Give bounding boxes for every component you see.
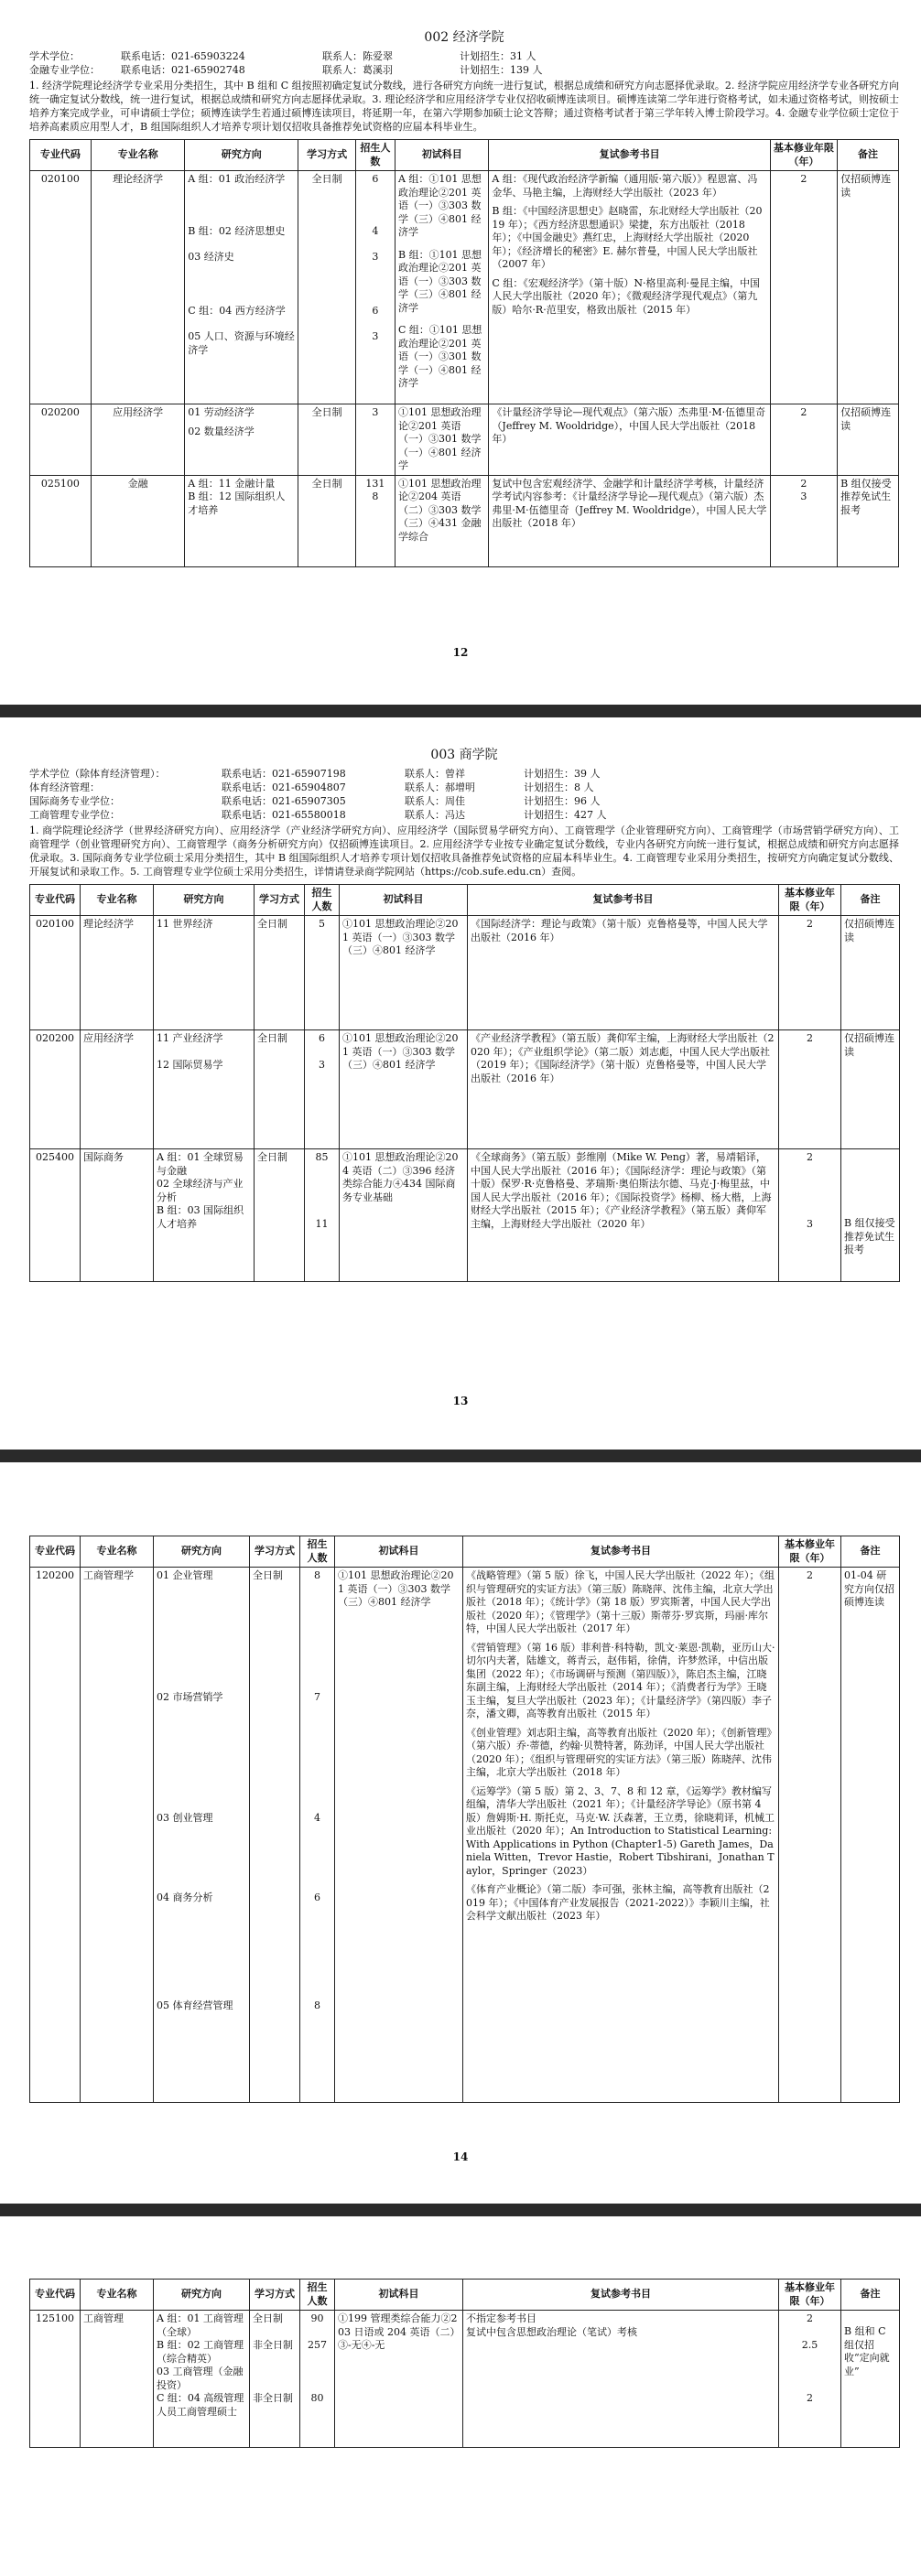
study-years: 3 [800,490,807,502]
header-years: 基本修业年限（年） [779,1536,841,1568]
program-code: 120200 [30,1568,81,2103]
book-group: 《创业管理》刘志阳主编，高等教育出版社（2020 年）；《创新管理》（第六版）乔·蒂德，约翰·贝赞特著，陈劲译，中国人民大学出版社（2020 年）；《组织与管理研究的实证方法》（第三版）陈晓萍、沈伟主编，北京大学出版社（2018 年） [466,1726,772,1778]
direction-item: 05 人口、资源与环境经济学 [188,330,295,356]
exam-group: C 组：①101 思想政治理论②201 英语（一）③301 数学（一）④801 经济学 [397,324,482,389]
table-row [30,475,899,566]
quota-cell [300,1568,335,2103]
reference-books [463,1568,779,2103]
direction-item: 02 全球经济与产业分析 [157,1178,244,1203]
header-direction: 研究方向 [154,2280,250,2311]
study-mode: 非全日制 [253,2338,293,2351]
contact-plan: 计划招生：31 人 [460,50,536,62]
page-separator [0,2204,921,2216]
header-quota: 招生人数 [300,2280,335,2311]
reference-books [463,2311,779,2448]
study-years: 2 [779,1568,841,2103]
program-name: 工商管理学 [81,1568,154,2103]
reference-books: 《计量经济学导论—现代观点》（第六版）杰弗里·M·伍德里奇（Jeffrey M. Wooldridge），中国人民大学出版社（2018 年） [489,404,770,476]
table-header-row [30,885,900,916]
direction-item: A 组：01 政治经济学 [188,173,286,185]
header-quota: 招生人数 [355,140,395,171]
study-years-cell [770,475,837,566]
contact-phone: 联系电话：021-65907198 [222,768,346,780]
school-title: 002 经济学院 [424,30,504,45]
contact-plan: 计划招生：96 人 [524,795,601,807]
contact-person: 联系人：冯达 [405,809,465,821]
program-name: 理论经济学 [81,916,154,1030]
quota-value: 4 [314,1812,320,1824]
research-directions [185,171,298,404]
quota-value: 6 [319,1032,325,1044]
exam-subjects [395,171,488,404]
table-row [30,171,899,404]
header-mode: 学习方式 [298,140,356,171]
study-mode-cell [250,2311,300,2448]
contact-plan: 计划招生：139 人 [460,64,543,76]
book-group: 复试中包含思想政治理论（笔试）考核 [466,2325,637,2338]
header-exam: 初试科目 [335,1536,463,1568]
contact-plan: 计划招生：39 人 [524,768,601,780]
quota-value: 11 [315,1217,329,1230]
quota-value: 80 [310,2392,324,2404]
direction-item: A 组：11 金融计量 [188,477,276,490]
header-books: 复试参考书目 [463,1536,779,1568]
program-code: 020100 [30,916,81,1030]
remark: 仅招硕博连读 [841,916,900,1030]
program-name: 国际商务 [81,1149,154,1282]
header-mode: 学习方式 [250,1536,300,1568]
page-number: 14 [452,2150,469,2163]
exam-group: A 组：①101 思想政治理论②201 英语（一）③303 数学（三）④801 经济学 [397,173,482,238]
direction-item: 04 商务分析 [157,1891,213,1903]
header-books: 复试参考书目 [468,885,779,916]
book-group: C 组：《宏观经济学》（第十版）N·格里高利·曼昆主编，中国人民大学出版社（2020 年）；《微观经济学现代观点》（第九版）哈尔·R·范里安，格致出版社（2015 年） [492,276,760,316]
header-quota: 招生人数 [305,885,340,916]
quota-cell [355,171,395,404]
program-table [29,139,899,567]
contact-phone: 联系电话：021-65903224 [121,50,245,62]
study-mode: 全日制 [255,1149,305,1282]
remark: B 组仅接受推荐免试生报考 [838,475,899,566]
research-directions [154,916,255,1030]
table-row [30,1568,900,2103]
contact-phone: 联系电话：021-65907305 [222,795,346,807]
admission-notes: 1. 经济学院理论经济学专业采用分类招生，其中 B 组和 C 组按照初确定复试分数线，进行各研究方向统一进行复试，根据总成绩和研究方向志愿择优录取。2. 经济学院应用经济学专业各研究方向统一确定复试分数线，统一进行复试，根据总成绩和研究方向志愿择优录取。3. 理论经济学和应用经济学专业仅招收硕博连读项目。硕博连读第二学年进行资格考试，如未通过资格考试，则按硕士培养方案完成学业，可申请硕士学位；硕博连读学生若通过硕博连读项目，将延期一年，在第六学期参加硕士论文答辩；通过资格考试者于第三学年转入博士阶段学习。4. 金融专业学位硕士定位于培养高素质应用型人才，B 组国际组织人才培养专项计划仅招收具备推荐免试资格的应届本科毕业生。 [29,80,899,133]
direction-item: 01 劳动经济学 [188,406,255,418]
quota-value: 3 [319,1058,325,1071]
direction-item: A 组：01 工商管理（全球） [157,2312,244,2338]
study-mode: 全日制 [298,171,356,404]
contact-label: 学术学位（除体育经济管理）： [29,768,166,780]
contact-label: 国际商务专业学位： [29,795,120,807]
study-years: 3 [807,1217,813,1230]
page-number: 13 [452,1395,469,1407]
direction-item: C 组：04 高级管理人员工商管理硕士 [157,2392,244,2418]
header-note: 备注 [841,1536,900,1568]
program-table [29,884,900,1282]
quota-cell [300,2311,335,2448]
exam-subjects: ①101 思想政治理论②201 英语（一）③303 数学（三）④801 经济学 [340,916,468,1030]
quota-value: 3 [372,330,379,342]
research-directions [154,1030,255,1149]
header-note: 备注 [841,885,900,916]
header-mode: 学习方式 [255,885,305,916]
remark-text: B 组和 C 组仅招收“定向就业” [844,2325,890,2377]
quota-cell [305,1149,340,1282]
book-group: 《运筹学》（第 5 版）第 2、3、7、8 和 12 章，《运筹学》教材编写组编，清华大学出版社（2021 年）；《计量经济学导论》（原书第 4 版）詹姆斯·H. 斯托克，马克·W. 沃森著，王立勇，徐晓莉译，机械工业出版社（2020 年）；An Introduction to Statistical Learning: With Applications in Python (Chapter1-5) Gareth James，Daniela Witten，Trevor Hastie，Robert Tibshirani，Jonathan Taylor，Springer（2023） [466,1784,775,1877]
admission-notes: 1. 商学院理论经济学（世界经济研究方向）、应用经济学（产业经济学研究方向）、应用经济学（国际贸易学研究方向）、工商管理学（企业管理研究方向）、工商管理学（市场营销学研究方向）、工商管理学（创业管理研究方向）、工商管理学（商务分析研究方向）仅招硕博连读项目。2. 应用经济学专业按专业确定复试分数线，专业内各研究方向统一进行复试，根据总成绩和研究方向志愿择优录取。3. 国际商务专业学位硕士采用分类招生，其中 B 组国际组织人才培养专项计划仅招收具备推荐免试资格的应届本科毕业生。4. 工商管理专业采用分类招生，按研究方向确定复试分数线、开展复试和录取工作。5. 工商管理专业学位硕士采用分类招生，详情请登录商学院网站（https://cob.sufe.edu.cn）查阅。 [29,825,899,878]
exam-subjects: ①101 思想政治理论②204 英语（二）③396 经济类综合能力④434 国际商务专业基础 [340,1149,468,1282]
study-years: 2 [770,171,837,404]
direction-item: 03 工商管理（金融投资） [157,2366,244,2391]
research-directions [185,475,298,566]
study-mode: 非全日制 [253,2392,293,2404]
quota-value: 3 [372,251,379,263]
header-quota: 招生人数 [300,1536,335,1568]
remark: 01-04 研究方向仅招硕博连读 [841,1568,900,2103]
header-name: 专业名称 [81,2280,154,2311]
research-directions [154,2311,250,2448]
contact-info [29,49,899,77]
reference-books: 《全球商务》（第五版）彭维刚（Mike W. Peng）著，易靖韬译，中国人民大学出版社（2016 年）；《国际经济学：理论与政策》（第十版）保罗·R·克鲁格曼、茅瑞斯·奥伯斯法尔德、马克·J·梅里兹，中国人民大学出版社（2016 年）；《国际投资学》杨柳、杨大楷，上海财经大学出版社（2015 年）；《产业经济学教程》（第五版）龚仰军主编，上海财经大学出版社（2020 年） [468,1149,779,1282]
study-years: 2 [800,477,807,490]
study-years: 2 [807,2312,813,2324]
reference-books: 《产业经济学教程》（第五版）龚仰军主编，上海财经大学出版社（2020 年）；《产业组织学论》（第二版）刘志彪，中国人民大学出版社（2019 年）；《国际经济学》（第十版）克鲁格曼等，中国人民大学出版社（2016 年） [468,1030,779,1149]
study-years: 2 [807,1151,813,1163]
reference-books: 《国际经济学：理论与政策》（第十版）克鲁格曼等，中国人民大学出版社（2016 年） [468,916,779,1030]
book-group: 《战略管理》（第 5 版）徐飞，中国人民大学出版社（2022 年）；《组织与管理研究的实证方法》（第三版）陈晓萍、沈伟主编，北京大学出版社（2018 年）；《统计学》（第 18 版）罗宾斯著，中国人民大学出版社（2020 年）；《管理学》（第十三版）斯蒂芬·罗宾斯，玛丽·库尔特，中国人民大学出版社（2017 年） [466,1569,775,1634]
contact-label: 工商管理专业学位： [29,809,120,821]
quota-cell [355,475,395,566]
header-name: 专业名称 [81,885,154,916]
header-name: 专业名称 [91,140,184,171]
exam-subjects: ①101 思想政治理论②204 英语（二）③303 数学（三）④431 金融学综合 [395,475,488,566]
quota-value: 85 [315,1151,329,1163]
table-row [30,404,899,476]
program-code: 025400 [30,1149,81,1282]
quota-value: 257 [308,2338,327,2351]
study-years: 2 [770,404,837,476]
direction-item: B 组：03 国际组织人才培养 [157,1204,244,1230]
research-directions [185,404,298,476]
page-12 [0,0,921,705]
table-header-row [30,2280,900,2311]
header-years: 基本修业年限（年） [779,885,841,916]
page-separator [0,705,921,717]
header-exam: 初试科目 [340,885,468,916]
book-group: A 组：《现代政治经济学新编（通用版·第六版）》程恩富、冯金华、马艳主编，上海财经大学出版社（2023 年） [492,173,758,199]
study-years: 2 [779,916,841,1030]
quota-value: 5 [305,916,340,1030]
program-code: 125100 [30,2311,81,2448]
reference-books [489,171,770,404]
book-group: 《体育产业概论》（第二版）李可强，张林主编，高等教育出版社（2019 年）；《中国体育产业发展报告（2021-2022）》李颖川主编，社会科学文献出版社（2023 年） [466,1883,770,1922]
header-code: 专业代码 [30,1536,81,1568]
contact-label: 学术学位： [29,50,80,62]
quota-cell [305,1030,340,1149]
contact-phone: 联系电话：021-65902748 [121,64,245,76]
table-header-row [30,1536,900,1568]
exam-subjects: ①101 思想政治理论②201 英语（一）③301 数学（一）④801 经济学 [395,404,488,476]
study-mode: 全日制 [255,916,305,1030]
remark-text: B 组仅接受推荐免试生报考 [844,1217,895,1256]
header-exam: 初试科目 [395,140,488,171]
research-directions [154,1149,255,1282]
school-title: 003 商学院 [430,748,498,762]
page-14 [0,1462,921,2204]
contact-person: 联系人：陈爱翠 [322,50,393,62]
contact-plan: 计划招生：8 人 [524,781,594,793]
research-directions [154,1568,250,2103]
quota-value: 131 [365,477,385,490]
contact-row [29,767,899,781]
table-row [30,1149,900,1282]
study-years-cell [779,2311,841,2448]
quota-value: 7 [314,1690,320,1703]
contact-row [29,63,899,77]
table-row [30,1030,900,1149]
book-group: 不指定参考书目 [466,2312,536,2324]
quota-value: 3 [355,404,395,476]
study-years-cell [779,1149,841,1282]
direction-item: C 组：04 西方经济学 [188,304,286,317]
contact-info [29,767,899,822]
table-row [30,916,900,1030]
direction-item: 03 经济史 [188,251,234,263]
header-books: 复试参考书目 [463,2280,779,2311]
header-exam: 初试科目 [335,2280,463,2311]
study-mode: 全日制 [255,1030,305,1149]
contact-label: 金融专业学位： [29,64,100,76]
header-direction: 研究方向 [185,140,298,171]
exam-subjects: ①101 思想政治理论②201 英语（一）③303 数学（三）④801 经济学 [335,1568,463,2103]
direction-item: 12 国际贸易学 [157,1058,223,1071]
direction-item: 05 体育经营管理 [157,1999,233,2011]
header-years: 基本修业年限（年） [779,2280,841,2311]
contact-person: 联系人：周佳 [405,795,465,807]
direction-item: 02 市场营销学 [157,1690,223,1703]
header-years: 基本修业年限（年） [770,140,837,171]
remark: 仅招硕博连读 [841,1030,900,1149]
quota-value: 6 [372,304,379,317]
program-name: 工商管理 [81,2311,154,2448]
table-row [30,2311,900,2448]
quota-value: 8 [314,1569,320,1581]
contact-person: 联系人：曾祥 [405,768,465,780]
reference-books: 复试中包含宏观经济学、金融学和计量经济学考核，计量经济学考试内容参考：《计量经济学导论—现代观点》（第六版）杰弗里·M·伍德里奇（Jeffrey M. Wooldridge），中国人民大学出版社（2018 年） [489,475,770,566]
remark: 仅招硕博连读 [838,404,899,476]
contact-row [29,781,899,794]
contact-phone: 联系电话：021-65904807 [222,781,346,793]
contact-label: 体育经济管理： [29,781,100,793]
direction-item: 03 创业管理 [157,1812,213,1824]
study-years: 2.5 [801,2338,818,2351]
program-name: 应用经济学 [81,1030,154,1149]
direction-item: B 组：02 经济思想史 [188,224,286,237]
header-code: 专业代码 [30,140,92,171]
remark [841,1149,900,1282]
book-group: 《营销管理》（第 16 版）菲利普·科特勒，凯文·莱恩·凯勒，亚历山大·切尔内夫著，陆雄文，蒋青云，赵伟韬，徐倩，许梦然译，中信出版集团（2022 年）；《市场调研与预测（第四版）》，陈启杰主编，江晓东副主编，上海财经大学出版社（2014 年）；《消费者行为学》王晓玉主编，复旦大学出版社（2023 年）；《计量经济学》（第四版）李子奈，潘文卿，高等教育出版社（2015 年） [466,1641,775,1719]
program-name: 理论经济学 [91,171,184,404]
quota-value: 6 [372,173,379,185]
program-code: 020200 [30,1030,81,1149]
page-separator [0,1450,921,1462]
study-mode: 全日制 [250,1568,300,2103]
exam-subjects: ①199 管理类综合能力②203 日语或 204 英语（二）③-无④-无 [335,2311,463,2448]
exam-group: B 组：①101 思想政治理论②201 英语（一）③303 数学（三）④801 经济学 [397,248,482,314]
study-mode: 全日制 [298,404,356,476]
study-years: 2 [807,2392,813,2404]
study-mode: 全日制 [298,475,356,566]
contact-person: 联系人：郝增明 [405,781,475,793]
header-direction: 研究方向 [154,1536,250,1568]
direction-item: B 组：02 工商管理（综合精英） [157,2339,244,2365]
header-note: 备注 [841,2280,900,2311]
direction-item: 02 数量经济学 [188,425,255,437]
header-code: 专业代码 [30,885,81,916]
header-note: 备注 [838,140,899,171]
exam-subjects: ①101 思想政治理论②201 英语（一）③303 数学（三）④801 经济学 [340,1030,468,1149]
study-years: 2 [779,1030,841,1149]
contact-person: 联系人：葛溪羽 [322,64,393,76]
direction-item: B 组：12 国际组织人才培养 [188,490,286,516]
contact-row [29,794,899,808]
program-code: 025100 [30,475,92,566]
header-code: 专业代码 [30,2280,81,2311]
contact-row [29,49,899,63]
study-mode: 全日制 [253,2312,283,2324]
program-code: 020100 [30,171,92,404]
program-code: 020200 [30,404,92,476]
quota-value: 8 [372,490,379,502]
direction-item: A 组：01 全球贸易与金融 [157,1151,244,1177]
program-name: 金融 [91,475,184,566]
program-name: 应用经济学 [91,404,184,476]
page-13 [0,717,921,1450]
contact-row [29,808,899,822]
page-15 [0,2216,921,2576]
quota-value: 6 [314,1891,320,1903]
quota-value: 4 [372,224,379,237]
direction-item: 11 产业经济学 [157,1032,223,1044]
remark [841,2311,900,2448]
program-table [29,2279,900,2448]
remark: 仅招硕博连读 [838,171,899,404]
header-direction: 研究方向 [154,885,255,916]
header-name: 专业名称 [81,1536,154,1568]
quota-value: 90 [310,2312,324,2324]
quota-value: 8 [314,1999,320,2011]
program-table [29,1536,900,2103]
direction-item: 11 世界经济 [157,918,213,930]
contact-phone: 联系电话：021-65580018 [222,809,346,821]
direction-item: 01 企业管理 [157,1569,213,1581]
book-group: B 组：《中国经济思想史》赵晓雷，东北财经大学出版社（2019 年）；《西方经济思想通识》梁捷，东方出版社（2018 年）；《中国金融史》燕红忠，上海财经大学出版社（2020 年）；《经济增长的秘密》E. 赫尔普曼，中国人民大学出版社（2007 年） [492,205,763,270]
page-number: 12 [452,646,469,659]
header-books: 复试参考书目 [489,140,770,171]
contact-plan: 计划招生：427 人 [524,809,607,821]
table-header-row [30,140,899,171]
header-mode: 学习方式 [250,2280,300,2311]
